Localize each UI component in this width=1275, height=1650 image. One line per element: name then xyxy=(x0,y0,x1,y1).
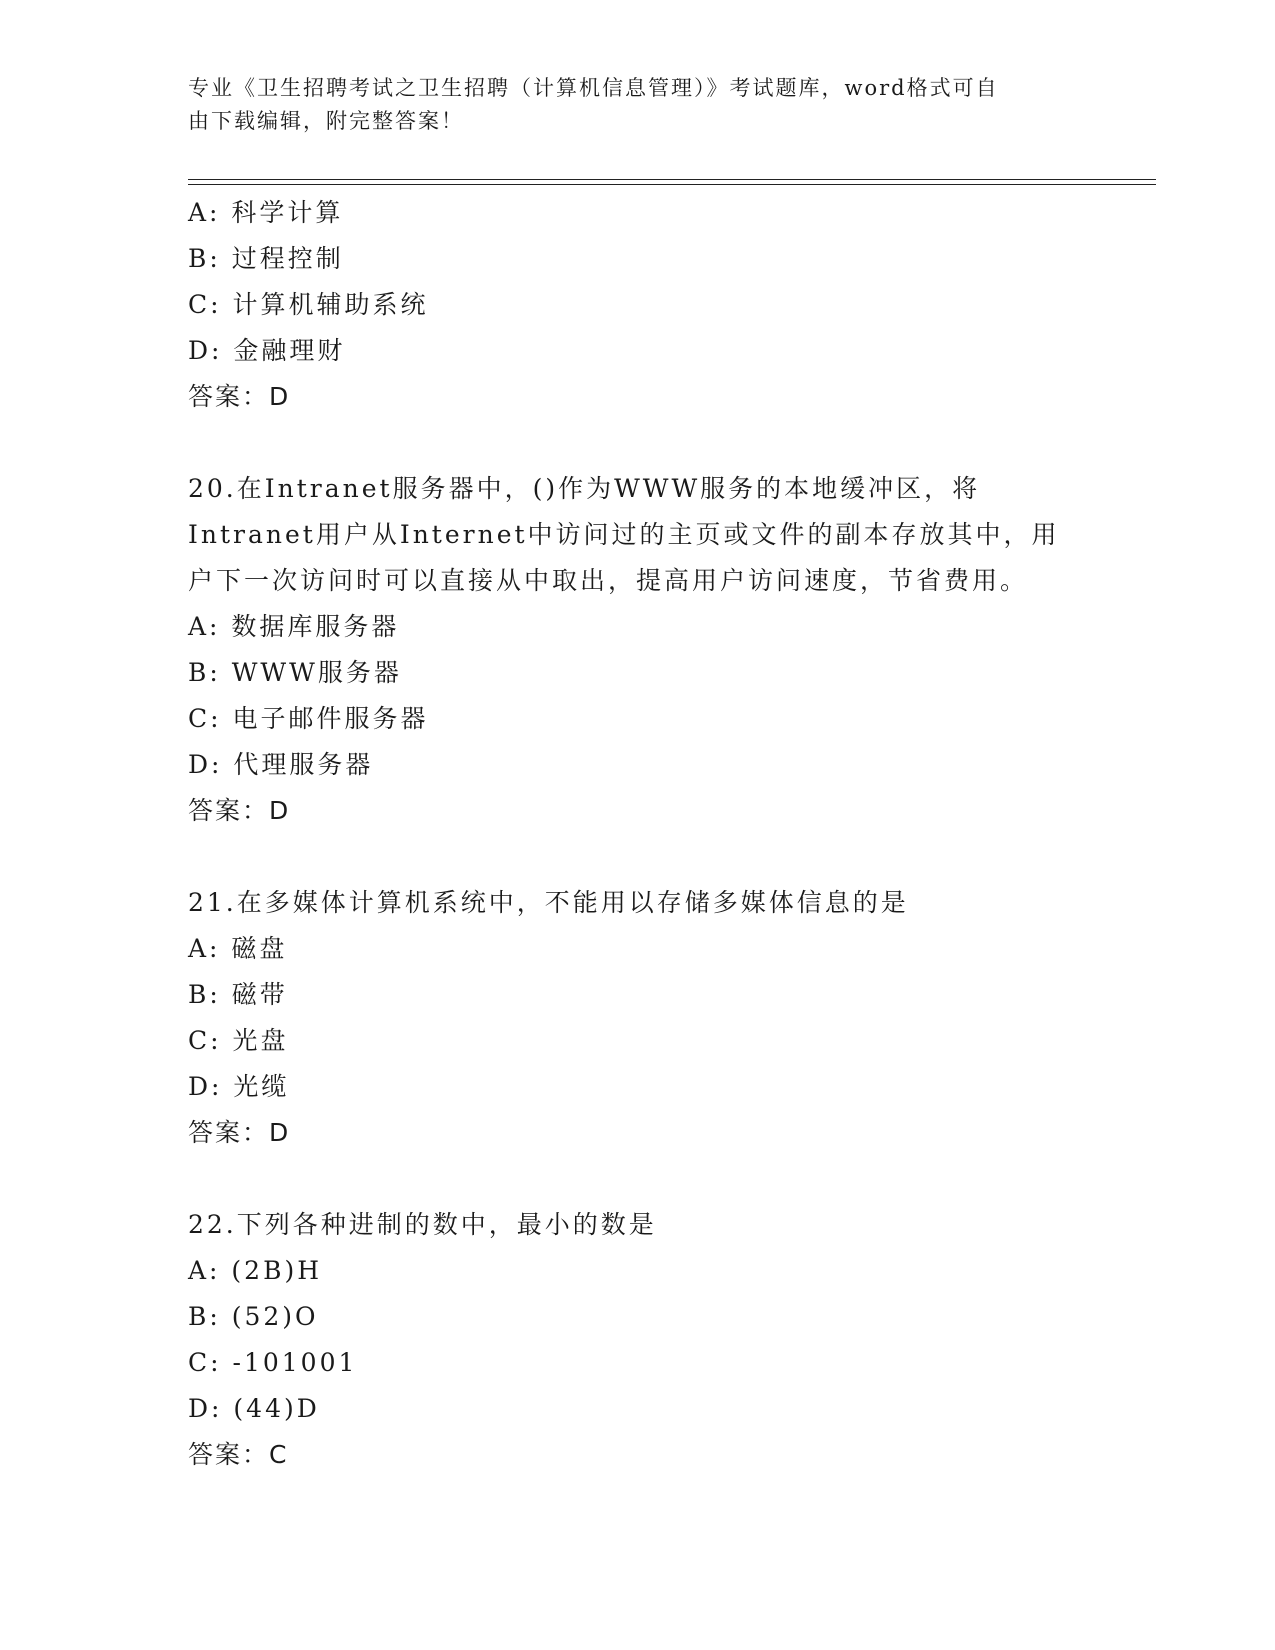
question-block-19 xyxy=(188,190,1088,420)
header-line-1: 专业《卫生招聘考试之卫生招聘（计算机信息管理）》考试题库，word格式可自 xyxy=(188,76,999,100)
option-d: D: 光缆 xyxy=(188,1072,290,1101)
answer-line: 答案：C xyxy=(188,1440,289,1469)
option-d: D: 金融理财 xyxy=(188,336,346,365)
option-b: B: 过程控制 xyxy=(188,244,344,273)
document-header xyxy=(188,72,1088,138)
option-c: C: 光盘 xyxy=(188,1026,289,1055)
question-block-22 xyxy=(188,1202,1088,1478)
option-a: A: 科学计算 xyxy=(188,198,344,227)
question-block-21 xyxy=(188,880,1088,1156)
answer-line: 答案：D xyxy=(188,796,291,825)
header-divider-top xyxy=(188,179,1156,180)
option-d: D: (44)D xyxy=(188,1394,320,1423)
option-a: A: 磁盘 xyxy=(188,934,288,963)
option-c: C: 计算机辅助系统 xyxy=(188,290,429,319)
question-text-line: 20.在Intranet服务器中，()作为WWW服务的本地缓冲区，将 xyxy=(188,474,981,503)
answer-line: 答案：D xyxy=(188,382,291,411)
option-a: A: (2B)H xyxy=(188,1256,323,1285)
question-block-20 xyxy=(188,466,1088,834)
question-list xyxy=(188,190,1088,1478)
question-text-line: 22.下列各种进制的数中，最小的数是 xyxy=(188,1210,657,1239)
answer-line: 答案：D xyxy=(188,1118,291,1147)
header-divider-bottom xyxy=(188,184,1156,185)
question-text-line: 户下一次访问时可以直接从中取出，提高用户访问速度，节省费用。 xyxy=(188,566,1029,595)
option-c: C: 电子邮件服务器 xyxy=(188,704,429,733)
option-b: B: (52)O xyxy=(188,1302,319,1331)
option-a: A: 数据库服务器 xyxy=(188,612,400,641)
option-b: B: 磁带 xyxy=(188,980,288,1009)
option-d: D: 代理服务器 xyxy=(188,750,374,779)
question-text-line: Intranet用户从Internet中访问过的主页或文件的副本存放其中，用 xyxy=(188,520,1060,549)
option-b: B: WWW服务器 xyxy=(188,658,402,687)
option-c: C: -101001 xyxy=(188,1348,358,1377)
header-line-2: 由下载编辑，附完整答案！ xyxy=(188,109,464,133)
question-text-line: 21.在多媒体计算机系统中，不能用以存储多媒体信息的是 xyxy=(188,888,909,917)
